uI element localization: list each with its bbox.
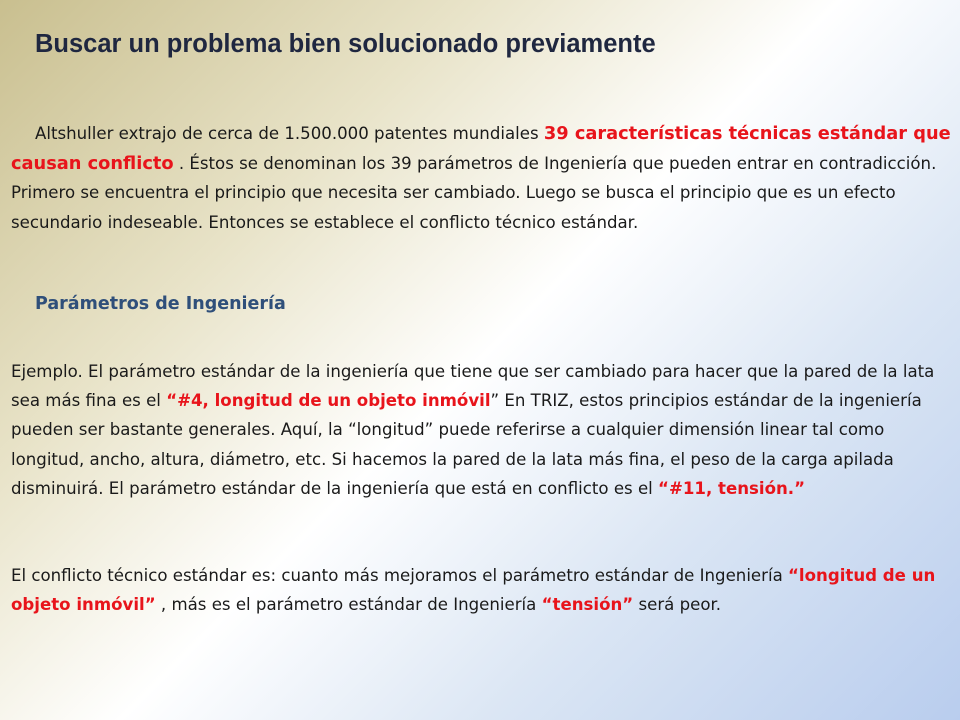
example-highlight-tension: “#11, tensión.” [658, 478, 806, 498]
conflict-highlight-tension: “tensión” [541, 595, 634, 615]
section-subtitle: Parámetros de Ingeniería [35, 294, 286, 314]
intro-highlight: 39 características técnicas estándar que causan conflicto [11, 123, 951, 174]
example-paragraph [11, 357, 951, 503]
page-title: Buscar un problema bien solucionado previamente [35, 30, 656, 58]
intro-text-1: Altshuller extrajo de cerca de 1.500.000 patentes mundiales [35, 124, 544, 143]
example-highlight-length: “#4, longitud de un objeto inmóvil [166, 391, 491, 411]
conflict-text-3: será peor. [633, 595, 722, 615]
intro-text-2: . Éstos se denominan los 39 parámetros de Ingeniería que pueden entrar en contradicción. Primero se encuentra el principio que necesita ser cambiado. Luego se busca el principio que es un efecto secundario indeseable. Entonces se establece el conflicto técnico estándar. [11, 153, 937, 232]
conflict-text-1: El conflicto técnico estándar es: cuanto más mejoramos el parámetro estándar de Ingeniería [11, 566, 789, 585]
conflict-paragraph [11, 561, 951, 619]
example-text-1: Ejemplo. El parámetro estándar de la ingeniería que tiene que ser cambiado para hacer que la pared de la lata sea más fina es el [11, 362, 935, 411]
conflict-text-2: , más es el parámetro estándar de Ingeniería [155, 595, 542, 615]
intro-paragraph [11, 119, 951, 237]
example-text-2: ” En TRIZ, estos principios estándar de la ingeniería pueden ser bastante generales. Aquí, la “longitud” puede referirse a cualquier dimensión linear tal como longitud, ancho, altura, diámetro, etc. Si hacemos la pared de la lata más fina, el peso de la carga apilada disminuirá. El parámetro estándar de la ingeniería que está en conflicto es el [11, 391, 922, 498]
conflict-highlight-length: “longitud de un objeto inmóvil” [11, 566, 936, 615]
